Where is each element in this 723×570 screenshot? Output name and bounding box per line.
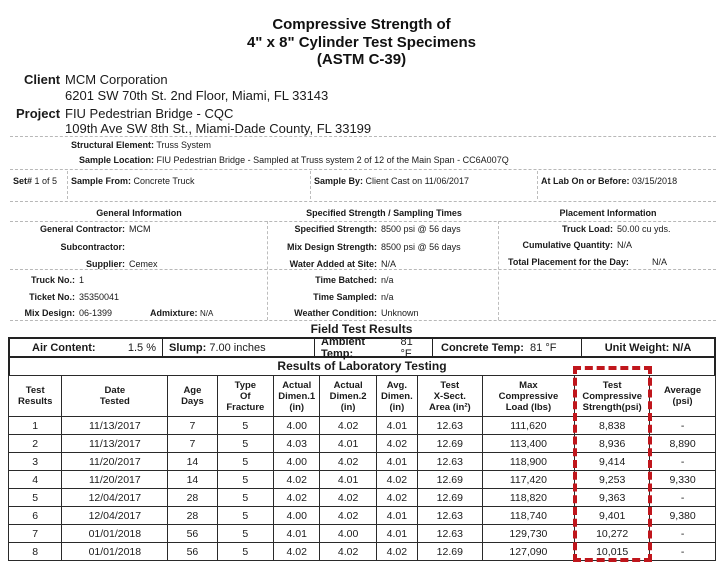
specified-strength-label: Specified Strength: (294, 224, 377, 234)
time-sampled-label: Time Sampled: (313, 292, 377, 302)
table-cell: 4.01 (376, 453, 417, 471)
table-cell: 9,363 (575, 489, 650, 507)
weather-condition-label: Weather Condition: (294, 308, 377, 318)
table-cell: 12.63 (417, 507, 482, 525)
ambient-temp-cell: Ambient Temp: 81 °F (315, 339, 433, 356)
table-cell: 127,090 (482, 543, 574, 561)
table-cell: 4.02 (320, 453, 377, 471)
subcontractor-label: Subcontractor: (60, 242, 125, 252)
table-cell: 4.02 (320, 489, 377, 507)
table-cell: - (650, 489, 716, 507)
table-cell: 9,253 (575, 471, 650, 489)
column-header (9, 376, 62, 417)
time-sampled-value: n/a (381, 292, 394, 302)
sample-by: Sample By: Client Cast on 11/06/2017 (314, 176, 469, 186)
divider (267, 221, 268, 320)
table-cell: 111,620 (482, 417, 574, 435)
table-cell: 118,740 (482, 507, 574, 525)
table-cell: 9,380 (650, 507, 716, 525)
sample-location-value: FIU Pedestrian Bridge - Sampled at Truss system 2 of 12 of the Main Span - CC6A007Q (156, 155, 509, 165)
table-cell: 8,890 (650, 435, 716, 453)
mix-design-label: Mix Design: (24, 308, 75, 318)
table-cell: 1 (9, 417, 62, 435)
general-info-heading: General Information (96, 208, 182, 218)
specified-strength-value: 8500 psi @ 56 days (381, 224, 461, 234)
column-header-line: Of (240, 390, 251, 402)
table-cell: 113,400 (482, 435, 574, 453)
truck-load-value: 50.00 cu yds. (617, 224, 671, 234)
table-cell: - (650, 453, 716, 471)
lab-results-heading: Results of Laboratory Testing (8, 356, 716, 376)
mix-design-strength-value: 8500 psi @ 56 days (381, 242, 461, 252)
report-title-line3: (ASTM C-39) (316, 51, 407, 68)
general-contractor-label: General Contractor: (39, 224, 125, 234)
column-header-line: Type (234, 379, 257, 391)
table-cell: 117,420 (482, 471, 574, 489)
table-cell: 12.63 (417, 453, 482, 471)
project-name: FIU Pedestrian Bridge - CQC (65, 106, 234, 121)
sample-from: Sample From: Concrete Truck (71, 176, 195, 186)
table-cell: 4.01 (376, 507, 417, 525)
column-header-line: Load (lbs) (505, 401, 552, 413)
column-header-line: Avg. (386, 379, 407, 391)
truck-no-value: 1 (79, 275, 85, 285)
weather-condition-value: Unknown (381, 308, 419, 318)
column-header-line: Dimen.2 (329, 390, 367, 402)
column-header (482, 376, 574, 417)
column-header-line: Average (664, 385, 702, 396)
table-cell: 14 (168, 471, 217, 489)
table-cell: 118,900 (482, 453, 574, 471)
column-header-line: Compressive (582, 390, 642, 402)
column-header-line: Dimen.1 (278, 390, 316, 402)
general-contractor-value: MCM (129, 224, 151, 234)
cumulative-quantity-value: N/A (617, 240, 633, 250)
report-title-line2: 4" x 8" Cylinder Test Specimens (246, 34, 477, 51)
table-cell: 4.01 (376, 417, 417, 435)
table-cell: 56 (168, 525, 217, 543)
divider (67, 171, 68, 199)
time-batched-value: n/a (381, 275, 394, 285)
supplier-label: Supplier: (85, 259, 125, 269)
table-cell: 4.02 (274, 489, 320, 507)
slump-cell: Slump: 7.00 inches (163, 339, 315, 356)
table-cell: 5 (217, 489, 274, 507)
supplier-value: Cemex (129, 259, 158, 269)
table-cell: 4.01 (274, 525, 320, 543)
column-header (274, 376, 320, 417)
table-cell: 4.03 (274, 435, 320, 453)
table-cell: 4.02 (376, 435, 417, 453)
client-address: 6201 SW 70th St. 2nd Floor, Miami, FL 33143 (65, 88, 329, 103)
table-cell: 5 (217, 435, 274, 453)
table-cell: 11/13/2017 (62, 435, 168, 453)
table-cell: 5 (217, 543, 274, 561)
table-cell: 01/01/2018 (62, 543, 168, 561)
table-cell: 7 (168, 435, 217, 453)
column-header-line: Days (181, 396, 204, 407)
column-header-line: Test (440, 379, 460, 391)
sample-location-label: Sample Location: (79, 155, 155, 165)
divider (10, 269, 716, 270)
column-header-line: Compressive (498, 390, 559, 402)
table-cell: 12.69 (417, 471, 482, 489)
column-header-line: Date (104, 385, 126, 396)
column-header-line: Age (183, 385, 202, 396)
table-cell: 11/13/2017 (62, 417, 168, 435)
column-header-line: Dimen. (381, 390, 413, 402)
table-cell: 28 (168, 489, 217, 507)
table-cell: 7 (9, 525, 62, 543)
table-cell: 14 (168, 453, 217, 471)
table-cell: 01/01/2018 (62, 525, 168, 543)
report-title-line1: Compressive Strength of (272, 16, 451, 33)
concrete-temp-cell: Concrete Temp: 81 °F (433, 339, 582, 356)
table-cell: 10,015 (575, 543, 650, 561)
table-cell: 4 (9, 471, 62, 489)
table-cell: 10,272 (575, 525, 650, 543)
total-placement-label: Total Placement for the Day: (508, 257, 629, 267)
specified-strength-heading: Specified Strength / Sampling Times (306, 208, 462, 218)
unit-weight-cell: Unit Weight: N/A (604, 341, 692, 354)
column-header (320, 376, 377, 417)
table-cell: 9,401 (575, 507, 650, 525)
column-header-line: Strength(psi) (582, 401, 642, 413)
cumulative-quantity-label: Cumulative Quantity: (522, 240, 613, 250)
table-cell: 5 (9, 489, 62, 507)
table-cell: 5 (217, 471, 274, 489)
table-cell: 129,730 (482, 525, 574, 543)
divider (10, 169, 716, 170)
table-cell: 8,936 (575, 435, 650, 453)
table-cell: 11/20/2017 (62, 471, 168, 489)
column-header-line: Area (in²) (428, 401, 471, 413)
highlight-box (573, 366, 652, 562)
table-cell: - (650, 525, 716, 543)
column-header-line: Test (25, 385, 45, 396)
table-cell: 12/04/2017 (62, 489, 168, 507)
at-lab-date: At Lab On or Before: 03/15/2018 (541, 176, 678, 186)
table-cell: - (650, 543, 716, 561)
table-cell: 4.01 (320, 435, 377, 453)
column-header-line: (in) (389, 401, 405, 413)
table-cell: 28 (168, 507, 217, 525)
table-cell: 4.02 (376, 489, 417, 507)
table-cell: 4.01 (320, 471, 377, 489)
column-header-line: X-Sect. (433, 390, 466, 402)
column-header (62, 376, 168, 417)
table-cell: 4.01 (376, 525, 417, 543)
time-batched-label: Time Batched: (315, 275, 377, 285)
admixture: Admixture: N/A (150, 308, 214, 318)
field-test-heading: Field Test Results (310, 322, 413, 336)
table-cell: 7 (168, 417, 217, 435)
table-cell: 12.69 (417, 489, 482, 507)
column-header (650, 376, 716, 417)
table-cell: 9,414 (575, 453, 650, 471)
table-cell: 3 (9, 453, 62, 471)
truck-no-label: Truck No.: (30, 275, 75, 285)
column-header (217, 376, 274, 417)
table-cell: 11/20/2017 (62, 453, 168, 471)
column-header-line: Tested (99, 396, 130, 407)
table-cell: 4.00 (320, 525, 377, 543)
total-placement-value: N/A (652, 257, 668, 267)
table-cell: 12.63 (417, 417, 482, 435)
table-cell: 9,330 (650, 471, 716, 489)
column-header (376, 376, 417, 417)
table-cell: - (650, 417, 716, 435)
table-cell: 4.00 (274, 417, 320, 435)
table-cell: 12.69 (417, 543, 482, 561)
set-number: Set# 1 of 5 (13, 176, 58, 186)
ticket-no-value: 35350041 (79, 292, 120, 302)
divider (498, 221, 499, 320)
divider (10, 320, 716, 321)
table-cell: 4.02 (274, 471, 320, 489)
table-cell: 5 (217, 453, 274, 471)
table-cell: 6 (9, 507, 62, 525)
column-header-line: (in) (289, 401, 305, 413)
table-cell: 4.00 (274, 453, 320, 471)
structural-element (71, 140, 211, 150)
table-cell: 12/04/2017 (62, 507, 168, 525)
table-cell: 5 (217, 525, 274, 543)
column-header-line: Results (18, 396, 53, 407)
column-header-line: Actual (333, 379, 363, 391)
mix-design-strength-label: Mix Design Strength: (286, 242, 377, 252)
table-cell: 8,838 (575, 417, 650, 435)
table-cell: 118,820 (482, 489, 574, 507)
ticket-no-label: Ticket No.: (29, 292, 75, 302)
column-header-line: Test (602, 379, 622, 391)
structural-element-value: Truss System (156, 140, 212, 150)
field-test-row (8, 337, 716, 358)
table-cell: 5 (217, 507, 274, 525)
table-cell: 4.02 (320, 543, 377, 561)
client-name: MCM Corporation (65, 72, 168, 87)
sample-location (79, 155, 509, 165)
column-header-line: Fracture (226, 401, 265, 413)
divider (10, 201, 716, 202)
column-header (417, 376, 482, 417)
table-cell: 4.02 (376, 471, 417, 489)
water-added-label: Water Added at Site: (289, 259, 377, 269)
table-cell: 4.02 (320, 417, 377, 435)
column-header (168, 376, 217, 417)
table-cell: 4.00 (274, 507, 320, 525)
table-cell: 12.63 (417, 525, 482, 543)
mix-design-value: 06-1399 (79, 308, 113, 318)
table-cell: 5 (217, 417, 274, 435)
column-header-line: (psi) (672, 396, 693, 407)
structural-element-label: Structural Element: (71, 140, 155, 150)
client-label: Client (24, 72, 61, 87)
water-added-value: N/A (381, 259, 397, 269)
truck-load-label: Truck Load: (561, 224, 613, 234)
divider (10, 136, 716, 137)
table-cell: 12.69 (417, 435, 482, 453)
table-cell: 4.02 (376, 543, 417, 561)
column-header-line: Actual (282, 379, 312, 391)
table-cell: 4.02 (274, 543, 320, 561)
divider (537, 171, 538, 199)
placement-info-heading: Placement Information (559, 208, 657, 218)
table-cell: 2 (9, 435, 62, 453)
project-label: Project (16, 106, 61, 121)
table-cell: 8 (9, 543, 62, 561)
project-address: 109th Ave SW 8th St., Miami-Dade County, FL 33199 (65, 121, 372, 136)
air-content-cell: Air Content: 1.5 % (10, 339, 163, 356)
table-cell: 56 (168, 543, 217, 561)
column-header-line: (in) (340, 401, 356, 413)
table-cell: 4.02 (320, 507, 377, 525)
divider (310, 171, 311, 199)
column-header-line: Max (519, 379, 538, 391)
divider (10, 221, 716, 222)
